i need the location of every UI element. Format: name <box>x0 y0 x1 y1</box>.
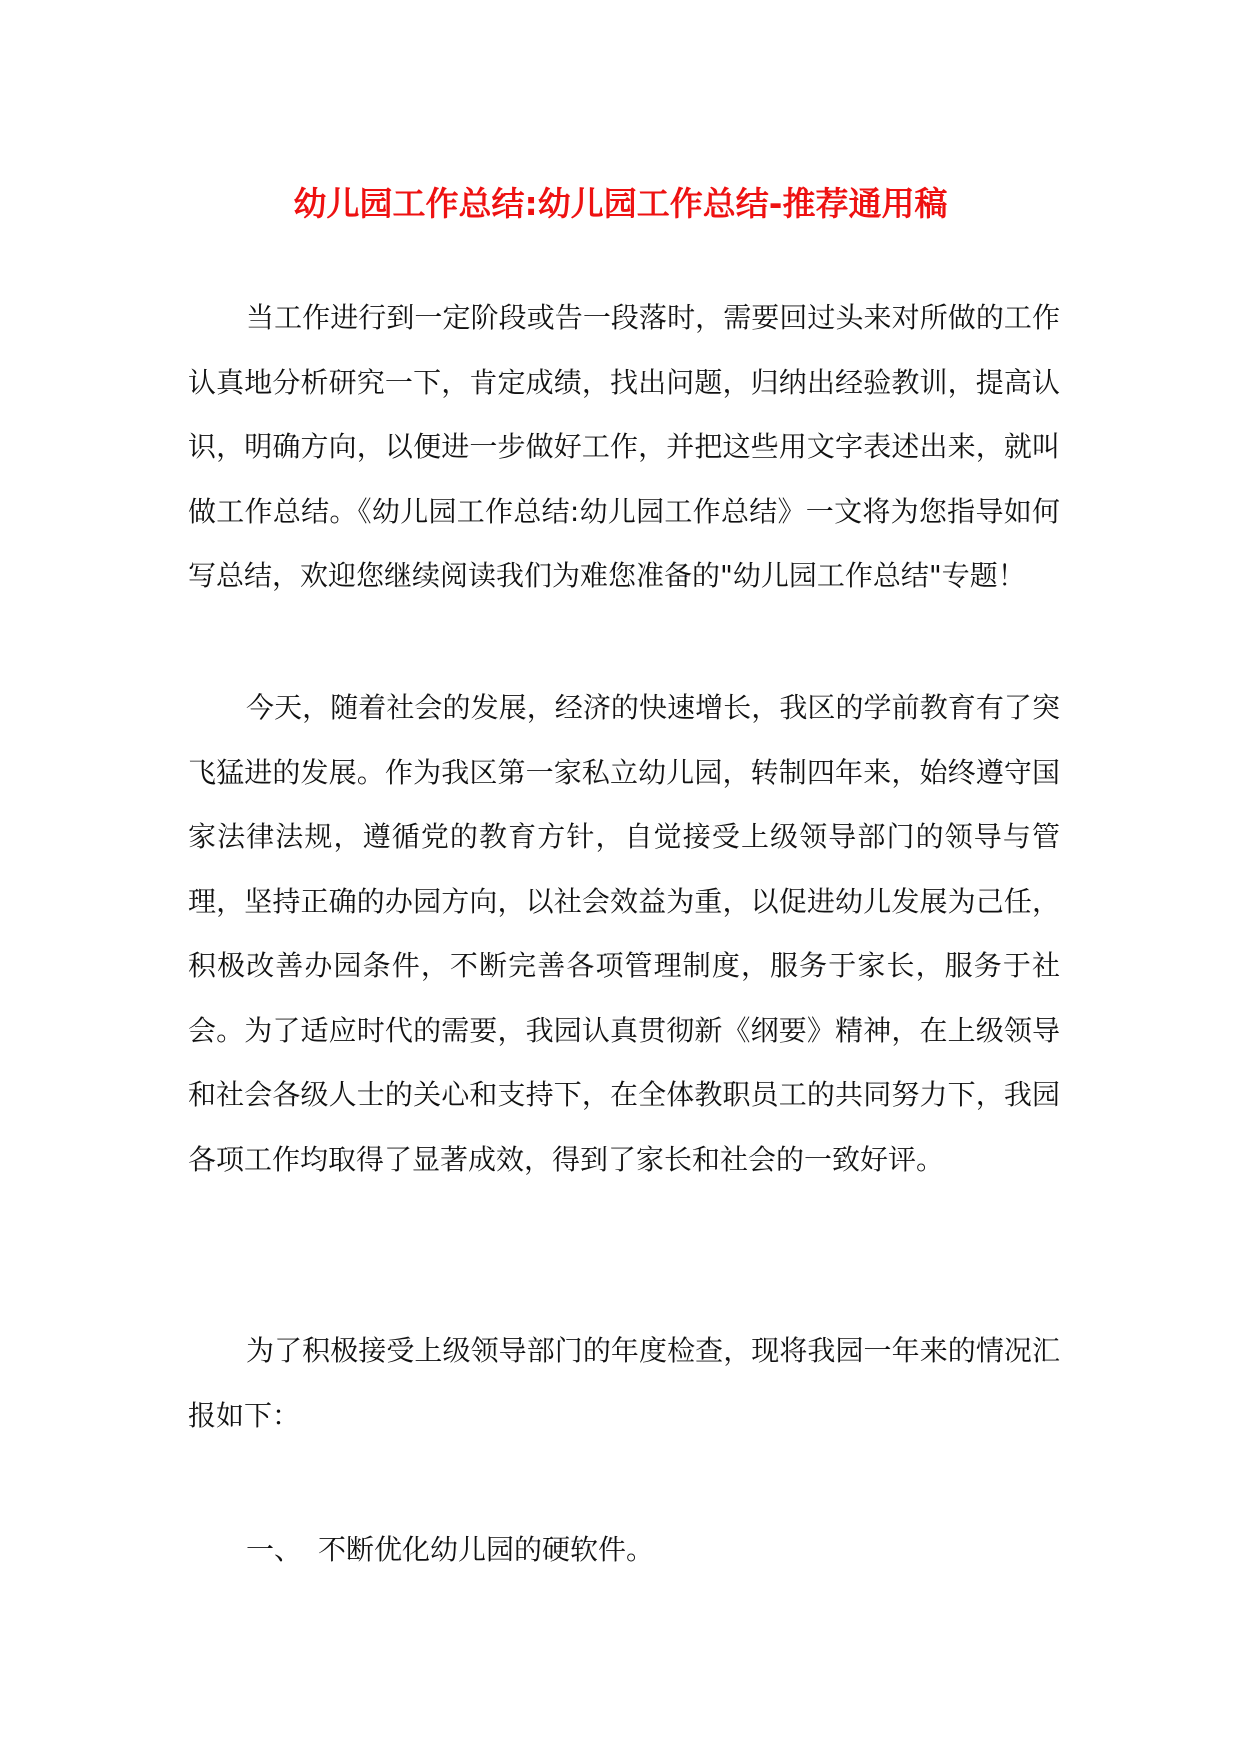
section-heading-1 <box>246 1528 654 1572</box>
document-title: 幼儿园工作总结:幼儿园工作总结-推荐通用稿 <box>293 184 948 224</box>
paragraph-overview: 今天，随着社会的发展，经济的快速增长，我区的学前教育有了突飞猛进的发展。作为我区第一家私立幼儿园，转制四年来，始终遵守国家法律法规，遵循党的教育方针，自觉接受上级领导部门的领导与管理，坚持正确的办园方向，以社会效益为重，以促进幼儿发展为己任，积极改善办园条件，不断完善各项管理制度，服务于家长，服务于社会。为了适应时代的需要，我园认真贯彻新《纲要》精神，在上级领导和社会各级人士的关心和支持下，在全体教职员工的共同努力下，我园各项工作均取得了显著成效，得到了家长和社会的一致好评。 <box>188 691 1060 1176</box>
section-number: 一、 <box>246 1533 303 1566</box>
section-title: 不断优化幼儿园的硬软件。 <box>318 1533 655 1566</box>
paragraph-intro: 当工作进行到一定阶段或告一段落时，需要回过头来对所做的工作认真地分析研究一下，肯定成绩，找出问题，归纳出经验教训，提高认识，明确方向，以便进一步做好工作，并把这些用文字表述出来，就叫做工作总结。《幼儿园工作总结:幼儿园工作总结》一文将为您指导如何写总结，欢迎您继续阅读我们为难您准备的"幼儿园工作总结"专题！ <box>188 301 1060 592</box>
paragraph-report-lead: 为了积极接受上级领导部门的年度检查，现将我园一年来的情况汇报如下： <box>188 1334 1060 1432</box>
